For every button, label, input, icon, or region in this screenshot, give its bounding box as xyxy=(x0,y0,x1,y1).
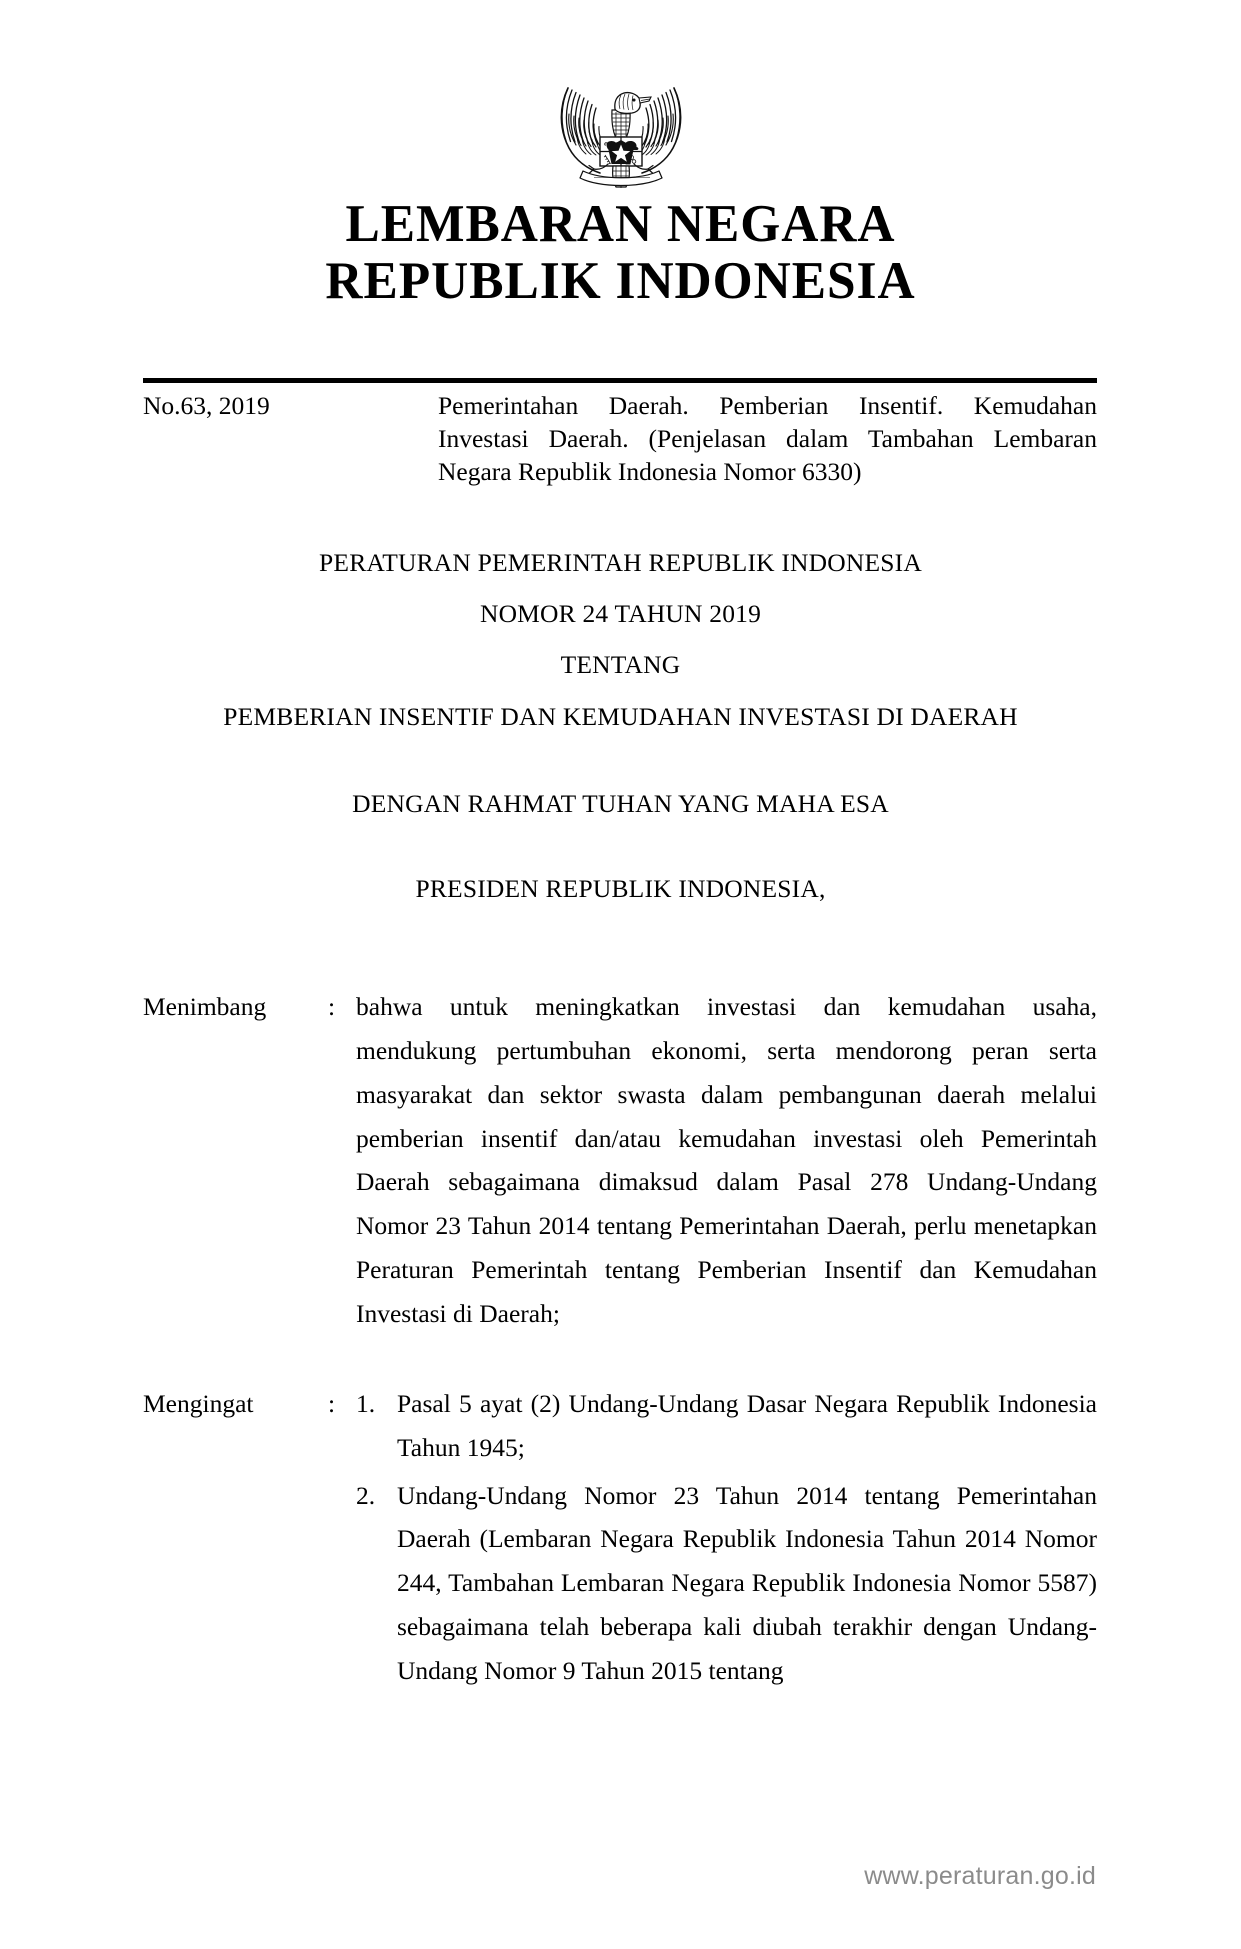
clause-menimbang-colon: : xyxy=(328,992,336,1021)
garuda-pancasila-emblem xyxy=(546,62,696,194)
title-line-blessing: DENGAN RAHMAT TUHAN YANG MAHA ESA xyxy=(352,789,889,818)
regulation-title-block xyxy=(0,550,1241,901)
citation-subject xyxy=(438,389,1097,488)
title-line-number: NOMOR 24 TAHUN 2019 xyxy=(479,598,762,628)
title-line-subject: PEMBERIAN INSENTIF DAN KEMUDAHAN INVESTASI DI DAERAH xyxy=(223,701,1018,731)
clause-menimbang-label: Menimbang xyxy=(143,992,267,1021)
clause-mengingat-colon: : xyxy=(328,1388,336,1418)
list-item-marker: 2. xyxy=(356,1480,376,1510)
list-item-text: Pasal 5 ayat (2) Undang-Undang Dasar Negara Republik Indonesia Tahun 1945; xyxy=(397,1388,1097,1462)
list-item xyxy=(356,1382,1097,1470)
list-item xyxy=(356,1474,1097,1693)
list-item-marker: 1. xyxy=(356,1388,376,1418)
clause-mengingat-content xyxy=(356,1382,1097,1693)
mengingat-list xyxy=(356,1382,1097,1693)
citation-header xyxy=(143,389,1097,488)
emblem-container xyxy=(0,62,1241,194)
clause-menimbang xyxy=(143,985,1097,1336)
clause-mengingat-label: Mengingat xyxy=(143,1388,254,1418)
citation-subject-text: Pemerintahan Daerah. Pemberian Insentif. Kemudahan Investasi Daerah. (Penjelasan dalam Tambahan Lembaran Negara Republik Indonesia Nomor 6330) xyxy=(438,391,1097,487)
clause-menimbang-content xyxy=(356,985,1097,1336)
clause-menimbang-text: bahwa untuk meningkatkan investasi dan kemudahan usaha, mendukung pertumbuhan ekonomi, serta mendorong peran serta masyarakat dan sektor swasta dalam pembangunan daerah melalui pemberian insentif dan/atau kemudahan investasi oleh Pemerintah Daerah sebagaimana dimaksud dalam Pasal 278 Undang-Undang Nomor 23 Tahun 2014 tentang Pemerintahan Daerah, perlu menetapkan Peraturan Pemerintah tentang Pemberian Insentif dan Kemudahan Investasi di Daerah; xyxy=(356,992,1097,1329)
masthead-line-1: LEMBARAN NEGARA xyxy=(345,195,896,253)
list-item-text: Undang-Undang Nomor 23 Tahun 2014 tentang Pemerintahan Daerah (Lembaran Negara Republik Indonesia Tahun 2014 Nomor 244, Tambahan Lembaran Negara Republik Indonesia Nomor 5587) sebagaimana telah beberapa kali diubah terakhir dengan Undang-Undang Nomor 9 Tahun 2015 tentang xyxy=(397,1480,1097,1686)
footer-url: www.peraturan.go.id xyxy=(864,1862,1096,1890)
masthead-line-2: REPUBLIK INDONESIA xyxy=(325,252,916,311)
citation-number: No.63, 2019 xyxy=(143,391,270,420)
title-line-tentang: TENTANG xyxy=(560,650,681,679)
header-divider-rule xyxy=(143,378,1097,383)
footer xyxy=(0,1862,1241,1891)
title-line-authority: PRESIDEN REPUBLIK INDONESIA, xyxy=(415,873,826,903)
clause-mengingat xyxy=(143,1382,1097,1693)
masthead xyxy=(0,196,1241,310)
clauses-section xyxy=(143,985,1097,1693)
title-line-regulation: PERATURAN PEMERINTAH REPUBLIK INDONESIA xyxy=(319,548,922,577)
